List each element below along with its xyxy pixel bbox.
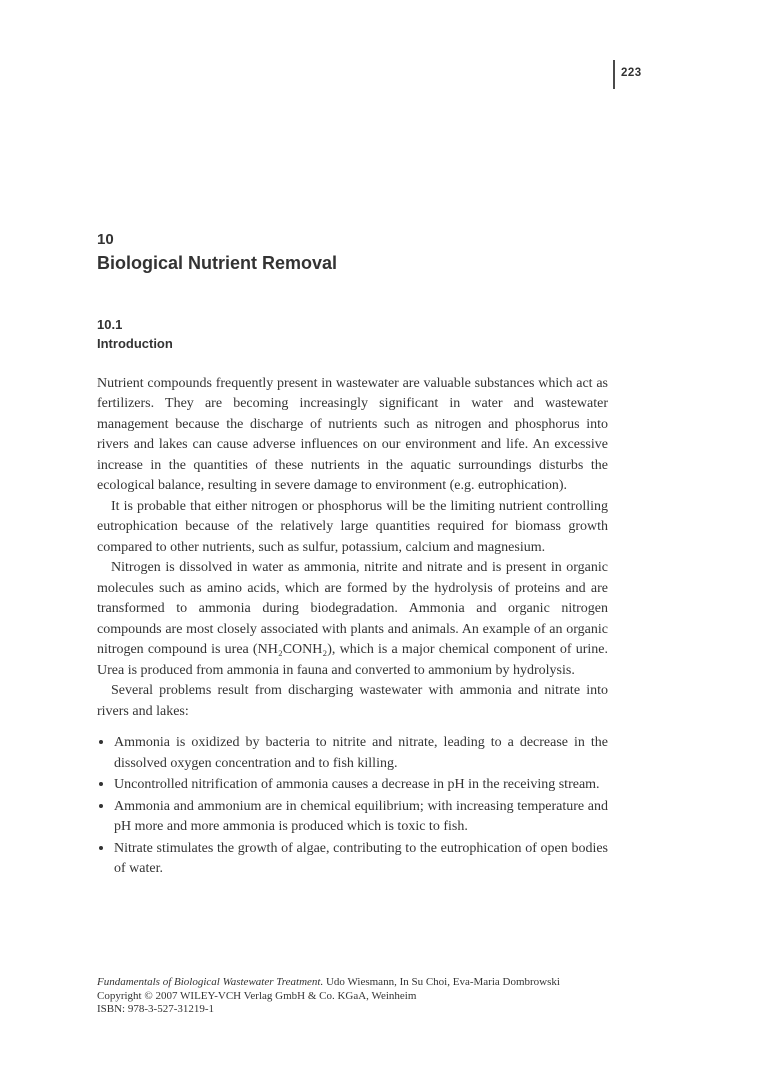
paragraph-nutrient-compounds: Nutrient compounds frequently present in wastewater are valuable substances which act as fertilizers. They are becoming increasingly significant in water and wastewater management because the discharge of nutrients such as nitrogen and phosphorus into rivers and lakes can cause adverse influences on our environment and life. An excessive increase in the quantities of these nutrients in the aquatic surroundings disturbs the ecological balance, resulting in severe damage to environment (e.g. eutrophication). — [97, 375, 608, 494]
paragraph-nitrogen-forms: Nitrogen is dissolved in water as ammonia, nitrite and nitrate and is present in organic molecules such as amino acids, which are formed by the hydrolysis of proteins and are transformed to ammonia during biodegradation. Ammonia and organic nitrogen compounds are most closely associated with plants and animals. An example of an organic nitrogen compound is urea (NH₂CONH₂), which is a major chemical component of urine. Urea is produced from ammonia in fauna and converted to ammonium by hydrolysis. — [97, 560, 608, 678]
paragraph-limiting-nutrient: It is probable that either nitrogen or phosphorus will be the limiting nutrient controlling eutrophication because of the relatively large quantities required for biomass growth compared to other nutrients, such as sulfur, potassium, calcium and magnesium. — [97, 498, 608, 555]
page-number-divider — [613, 60, 615, 89]
section-title: Introduction — [97, 336, 173, 352]
list-item-ammonia-oxidized: • Ammonia is oxidized by bacteria to nitrite and nitrate, leading to a decrease in the dissolved oxygen concentration and to fish killing. — [114, 732, 608, 774]
section-heading — [97, 315, 608, 354]
footer-title-authors-line — [97, 976, 657, 990]
problems-bullet-list — [97, 732, 608, 880]
page-number-block — [613, 60, 642, 89]
footer-book-title: Fundamentals of Biological Wastewater Treatment. — [97, 976, 324, 988]
footer-isbn: ISBN: 978-3-527-31219-1 — [97, 1003, 215, 1015]
chapter-number: 10 — [97, 231, 114, 248]
section-number: 10.1 — [97, 316, 123, 332]
list-item-uncontrolled-nitrification: • Uncontrolled nitrification of ammonia causes a decrease in pH in the receiving stream. — [114, 774, 608, 796]
chapter-title: Biological Nutrient Removal — [97, 253, 338, 274]
book-credit-footer — [97, 976, 657, 1017]
footer-copyright: Copyright © 2007 WILEY-VCH Verlag GmbH & Co. KGaA, Weinheim — [97, 989, 417, 1002]
footer-authors: Udo Wiesmann, In Su Choi, Eva-Maria Dombrowski — [325, 976, 560, 988]
list-item-chemical-equilibrium: • Ammonia and ammonium are in chemical equilibrium; with increasing temperature and pH more and more ammonia is produced which is toxic to fish. — [114, 796, 608, 838]
list-item-nitrate-algae: • Nitrate stimulates the growth of algae, contributing to the eutrophication of open bodies of water. — [114, 838, 608, 880]
text-column — [97, 0, 608, 880]
paragraph-several-problems: Several problems result from discharging wastewater with ammonia and nitrate into rivers and lakes: — [97, 683, 608, 719]
page-number: 223 — [621, 66, 642, 79]
